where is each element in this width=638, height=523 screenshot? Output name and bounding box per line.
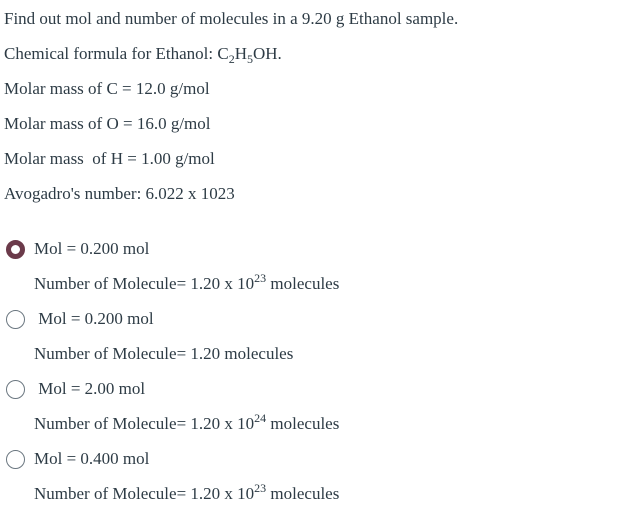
answer-option-1[interactable]	[6, 237, 149, 261]
option-4-unit: molecules	[266, 484, 340, 503]
answer-option-4[interactable]	[6, 447, 149, 471]
formula-subscript-hydrogen: 5	[247, 52, 253, 66]
option-1-exponent: 23	[254, 271, 267, 285]
option-3-exponent: 24	[254, 411, 267, 425]
chemical-formula	[4, 44, 282, 65]
option-1-molecules-text: Number of Molecule= 1.20 x 10	[34, 274, 255, 293]
molar-mass-hydrogen: Molar mass of H = 1.00 g/mol	[4, 149, 215, 168]
option-4-molecules	[34, 481, 340, 505]
option-3-molecules-text: Number of Molecule= 1.20 x 10	[34, 414, 255, 433]
question-prompt: Find out mol and number of molecules in a 9.20 g Ethanol sample.	[4, 9, 459, 28]
option-4-exponent: 23	[254, 481, 267, 495]
option-1-molecules	[34, 271, 340, 295]
molar-mass-carbon: Molar mass of C = 12.0 g/mol	[4, 79, 210, 98]
avogadro-number: Avogadro's number: 6.022 x 1023	[4, 184, 235, 203]
radio-button-icon[interactable]	[6, 380, 25, 399]
formula-suffix: OH.	[253, 44, 282, 63]
option-1-mol: Mol = 0.200 mol	[34, 239, 150, 258]
answer-option-3[interactable]	[6, 377, 145, 401]
answer-option-2[interactable]	[6, 307, 154, 331]
molar-mass-oxygen: Molar mass of O = 16.0 g/mol	[4, 114, 211, 133]
radio-button-icon[interactable]	[6, 310, 25, 329]
option-2-molecules	[34, 344, 293, 364]
option-4-molecules-text: Number of Molecule= 1.20 x 10	[34, 484, 255, 503]
formula-prefix: Chemical formula for Ethanol: C	[4, 44, 229, 63]
option-4-mol: Mol = 0.400 mol	[34, 449, 150, 468]
option-2-mol: Mol = 0.200 mol	[34, 309, 154, 328]
option-3-molecules	[34, 411, 340, 435]
formula-subscript-carbon: 2	[228, 52, 235, 66]
option-3-mol: Mol = 2.00 mol	[34, 379, 146, 398]
option-1-unit: molecules	[266, 274, 340, 293]
radio-button-selected-icon[interactable]	[6, 240, 25, 259]
option-3-unit: molecules	[266, 414, 340, 433]
radio-button-icon[interactable]	[6, 450, 25, 469]
formula-hydrogen: H	[234, 44, 247, 63]
option-2-molecules-text: Number of Molecule= 1.20 molecules	[34, 344, 294, 363]
